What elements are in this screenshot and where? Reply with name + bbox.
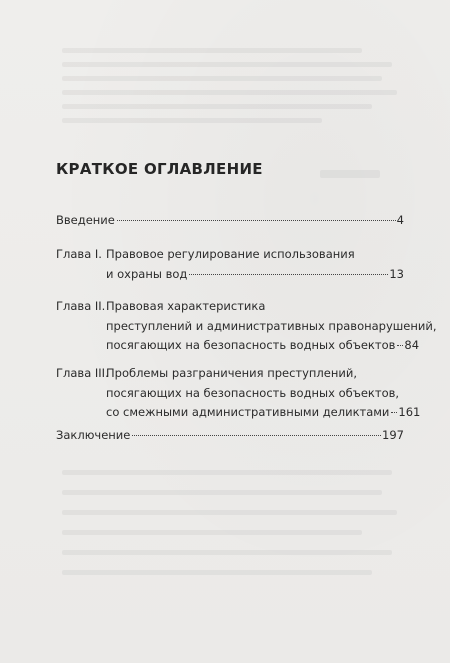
toc-entry-title-line: преступлений и административных правонарушений, <box>106 318 437 333</box>
toc-chapter-label: Глава II. <box>56 299 106 313</box>
bleed-through-line <box>62 530 362 535</box>
bleed-through-line <box>62 510 397 515</box>
toc-chapter-label: Глава I. <box>56 247 102 261</box>
bleed-through-line <box>62 570 372 575</box>
toc-page-number: 84 <box>404 338 420 352</box>
bleed-through-line <box>62 90 397 95</box>
toc-entry-chapter-2[interactable] <box>56 297 437 357</box>
toc-entry-title-line: и охраны вод <box>106 266 188 281</box>
bleed-through-line <box>62 62 392 67</box>
bleed-through-line <box>320 170 380 178</box>
toc-title: КРАТКОЕ ОГЛАВЛЕНИЕ <box>56 160 263 178</box>
toc-page-number: 197 <box>382 428 404 442</box>
toc-entry-title-line: со смежными административными деликтами <box>106 405 390 419</box>
toc-page-number: 13 <box>389 266 404 281</box>
bleed-through-line <box>62 48 362 53</box>
dot-leader <box>391 412 397 413</box>
toc-entry-introduction[interactable] <box>56 211 404 231</box>
dot-leader <box>132 435 381 436</box>
toc-entry-chapter-3[interactable] <box>56 364 421 424</box>
bleed-through-line <box>62 470 392 475</box>
dot-leader <box>117 220 396 221</box>
bleed-through-line <box>62 76 382 81</box>
bleed-through-line <box>62 550 392 555</box>
dot-leader <box>189 274 388 275</box>
toc-entry-title-line: Правовая характеристика <box>106 299 266 313</box>
toc-entry-title: Введение <box>56 213 115 227</box>
toc-entry-title-line: посягающих на безопасность водных объектов <box>106 338 396 352</box>
toc-chapter-label: Глава III. <box>56 366 109 380</box>
toc-entry-title-line: Правовое регулирование использования <box>106 247 355 261</box>
toc-entry-chapter-1[interactable] <box>56 245 404 285</box>
toc-entry-title-line: посягающих на безопасность водных объектов, <box>106 385 400 400</box>
toc-entry-title-line: Проблемы разграничения преступлений, <box>106 366 357 380</box>
toc-page-number: 161 <box>398 405 421 419</box>
bleed-through-line <box>62 490 382 495</box>
dot-leader <box>397 345 403 346</box>
toc-entry-conclusion[interactable] <box>56 426 404 446</box>
toc-entry-title: Заключение <box>56 428 131 442</box>
bleed-through-line <box>62 104 372 109</box>
bleed-through-line <box>62 118 322 123</box>
toc-page-number: 4 <box>396 213 404 227</box>
